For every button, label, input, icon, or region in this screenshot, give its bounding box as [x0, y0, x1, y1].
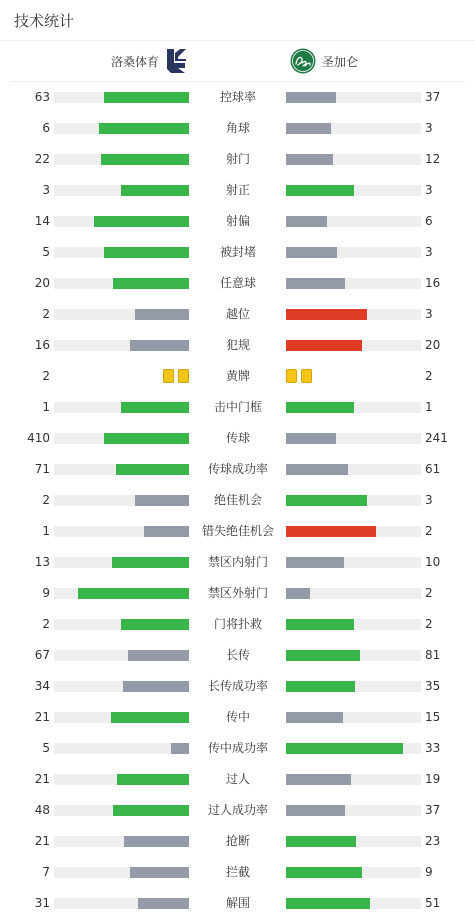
away-stat-value: 241 [425, 431, 448, 445]
stat-label: 角球 [225, 121, 250, 135]
stat-label: 长传 [225, 648, 250, 662]
home-stat-bar [135, 309, 189, 320]
team-header [10, 41, 465, 81]
stat-label: 禁区内射门 [207, 555, 268, 569]
stats-list [0, 82, 475, 919]
away-stat-value: 3 [425, 121, 433, 135]
away-stat-value: 2 [425, 586, 433, 600]
home-stat-value: 13 [34, 555, 50, 569]
away-stat-bar-track [286, 836, 421, 847]
stat-row [0, 299, 475, 330]
home-stat-bar-track [54, 247, 189, 258]
away-stat-value: 20 [425, 338, 441, 352]
home-stat-bar-track [54, 495, 189, 506]
home-stat-value: 1 [42, 524, 50, 538]
stat-label: 拦截 [225, 865, 250, 879]
home-stat-value: 3 [42, 183, 50, 197]
away-stat-bar-track [286, 309, 421, 320]
home-stat-bar-track [54, 278, 189, 289]
away-stat-bar [286, 650, 360, 661]
away-stat-value: 3 [425, 245, 433, 259]
away-stat-value: 19 [425, 772, 441, 786]
home-stat-value: 48 [34, 803, 50, 817]
stat-row [0, 640, 475, 671]
away-stat-bar [286, 588, 310, 599]
stat-row [0, 82, 475, 113]
away-team-name: 圣加仑 [322, 54, 359, 69]
stat-label: 抢断 [225, 834, 250, 848]
yellow-card-icon [301, 369, 312, 383]
home-stat-value: 2 [42, 617, 50, 631]
away-stat-bar [286, 123, 331, 134]
home-stat-bar-track [54, 836, 189, 847]
stat-row [0, 671, 475, 702]
home-stat-bar [128, 650, 189, 661]
stat-label: 过人成功率 [207, 803, 268, 817]
stat-label: 控球率 [219, 90, 256, 104]
away-stat-bar [286, 557, 344, 568]
away-stat-bar [286, 340, 362, 351]
home-stat-bar-track [54, 774, 189, 785]
home-stat-bar-track [54, 464, 189, 475]
away-stat-bar [286, 712, 343, 723]
stat-label: 任意球 [219, 276, 256, 290]
home-stat-bar-track [54, 92, 189, 103]
away-stat-value: 61 [425, 462, 441, 476]
home-stat-bar [135, 495, 189, 506]
home-stat-bar [138, 898, 189, 909]
away-stat-bar-track [286, 340, 421, 351]
stat-label: 犯规 [225, 338, 250, 352]
stat-label: 黄牌 [225, 369, 250, 383]
away-stat-value: 12 [425, 152, 441, 166]
stat-row [0, 175, 475, 206]
home-stat-value: 20 [34, 276, 50, 290]
home-stat-bar [124, 836, 189, 847]
away-stat-bar-track [286, 681, 421, 692]
home-stat-bar-track [54, 185, 189, 196]
home-stat-bar [78, 588, 189, 599]
away-stat-bar [286, 402, 354, 413]
away-stat-bar-track [286, 92, 421, 103]
home-stat-value: 63 [34, 90, 50, 104]
stat-label: 传中 [225, 710, 250, 724]
away-stat-value: 6 [425, 214, 433, 228]
away-stat-bar [286, 898, 370, 909]
home-stat-value: 6 [42, 121, 50, 135]
away-stat-bar [286, 774, 351, 785]
away-stat-bar [286, 526, 376, 537]
home-stat-bar-track [54, 743, 189, 754]
stat-label: 过人 [225, 772, 250, 786]
stat-row [0, 795, 475, 826]
home-stat-bar [101, 154, 189, 165]
home-stat-value: 34 [34, 679, 50, 693]
home-stat-value: 410 [27, 431, 50, 445]
away-stat-value: 51 [425, 896, 441, 910]
stat-row [0, 702, 475, 733]
away-stat-bar-track [286, 588, 421, 599]
away-stat-bar [286, 309, 367, 320]
stat-row [0, 516, 475, 547]
stat-label: 传中成功率 [207, 741, 268, 755]
away-stat-bar-track [286, 774, 421, 785]
away-stat-bar [286, 92, 336, 103]
stat-row [0, 330, 475, 361]
away-stat-bar-track [286, 216, 421, 227]
stat-label: 被封堵 [219, 245, 256, 259]
stat-row [0, 733, 475, 764]
stat-label: 越位 [225, 307, 250, 321]
away-stat-bar [286, 867, 362, 878]
away-stat-bar-track [286, 805, 421, 816]
stat-row [0, 113, 475, 144]
home-stat-value: 16 [34, 338, 50, 352]
home-team-name: 洛桑体育 [110, 54, 159, 69]
yellow-card-icon [286, 369, 297, 383]
away-stat-bar-track [286, 154, 421, 165]
away-stat-bar-track [286, 557, 421, 568]
home-stat-bar [121, 185, 189, 196]
away-stat-value: 10 [425, 555, 441, 569]
away-stat-bar [286, 619, 354, 630]
away-stat-value: 3 [425, 183, 433, 197]
home-stat-bar-track [54, 402, 189, 413]
stat-row [0, 206, 475, 237]
away-stat-value: 33 [425, 741, 441, 755]
away-stat-value: 3 [425, 307, 433, 321]
away-stat-value: 2 [425, 524, 433, 538]
home-stat-bar [121, 619, 189, 630]
home-stat-bar [94, 216, 189, 227]
stat-row [0, 888, 475, 919]
away-stat-bar-track [286, 123, 421, 134]
away-stat-value: 35 [425, 679, 441, 693]
away-stat-value: 37 [425, 803, 441, 817]
away-stat-bar-track [286, 402, 421, 413]
home-stat-value: 21 [34, 772, 50, 786]
home-team[interactable] [111, 41, 187, 81]
away-stat-bar-track [286, 185, 421, 196]
away-stat-value: 9 [425, 865, 433, 879]
stat-row [0, 485, 475, 516]
away-stat-bar-track [286, 650, 421, 661]
home-stat-bar [171, 743, 189, 754]
stat-label: 击中门框 [213, 400, 262, 414]
stat-label: 解围 [225, 896, 250, 910]
away-team-logo-icon [290, 48, 316, 74]
away-stat-bar-track [286, 433, 421, 444]
stat-label: 长传成功率 [207, 679, 268, 693]
home-stat-bar-track [54, 340, 189, 351]
stat-label: 门将扑救 [213, 617, 262, 631]
home-stat-value: 1 [42, 400, 50, 414]
home-stat-value: 21 [34, 834, 50, 848]
home-stat-bar [104, 247, 189, 258]
stat-row [0, 454, 475, 485]
home-stat-bar [144, 526, 189, 537]
stat-label: 禁区外射门 [207, 586, 268, 600]
home-stat-value: 21 [34, 710, 50, 724]
away-stat-value: 81 [425, 648, 441, 662]
home-stat-bar-track [54, 433, 189, 444]
home-stat-value: 31 [34, 896, 50, 910]
away-stat-value: 16 [425, 276, 441, 290]
yellow-card-icon [163, 369, 174, 383]
away-stat-value: 1 [425, 400, 433, 414]
home-stat-bar-track [54, 619, 189, 630]
home-stat-value: 7 [42, 865, 50, 879]
home-stat-bar-track [54, 557, 189, 568]
home-stat-bar-track [54, 526, 189, 537]
home-stat-value: 14 [34, 214, 50, 228]
home-stat-bar [104, 433, 189, 444]
away-stat-bar-track [286, 278, 421, 289]
away-stat-bar [286, 278, 345, 289]
away-stat-bar [286, 433, 336, 444]
stat-row [0, 361, 475, 392]
stat-row [0, 578, 475, 609]
away-stat-bar [286, 216, 327, 227]
home-stat-value: 9 [42, 586, 50, 600]
stat-label: 错失绝佳机会 [201, 524, 274, 538]
home-stat-bar [130, 340, 189, 351]
away-stat-bar-track [286, 526, 421, 537]
away-stat-bar [286, 464, 348, 475]
home-stat-value: 2 [42, 307, 50, 321]
home-stat-bar [121, 402, 189, 413]
away-stat-bar-track [286, 495, 421, 506]
away-team[interactable] [290, 41, 358, 81]
home-team-logo-icon [165, 48, 187, 74]
away-stat-bar [286, 154, 333, 165]
home-stat-bar-track [54, 898, 189, 909]
away-stat-bar [286, 805, 345, 816]
home-stat-bar-track [54, 309, 189, 320]
stat-row [0, 547, 475, 578]
away-stat-bar [286, 185, 354, 196]
away-stat-bar-track [286, 464, 421, 475]
stat-row [0, 392, 475, 423]
away-stat-bar-track [286, 898, 421, 909]
home-stat-bar [113, 278, 189, 289]
away-stat-bar-track [286, 743, 421, 754]
stat-row [0, 268, 475, 299]
home-stat-value: 71 [34, 462, 50, 476]
away-stat-bar [286, 836, 356, 847]
away-stat-value: 3 [425, 493, 433, 507]
home-stat-value: 5 [42, 741, 50, 755]
away-stat-bar-track [286, 619, 421, 630]
yellow-card-icon [178, 369, 189, 383]
home-stat-bar-track [54, 588, 189, 599]
home-stat-bar-track [54, 650, 189, 661]
home-stat-value: 2 [42, 493, 50, 507]
stat-label: 射门 [225, 152, 250, 166]
away-stat-bar-track [286, 712, 421, 723]
stat-row [0, 237, 475, 268]
home-stat-value: 5 [42, 245, 50, 259]
stat-row [0, 826, 475, 857]
away-stat-value: 2 [425, 617, 433, 631]
home-stat-value: 22 [34, 152, 50, 166]
stat-label: 射正 [225, 183, 250, 197]
home-stat-bar-track [54, 154, 189, 165]
away-stat-bar [286, 681, 355, 692]
away-stat-value: 23 [425, 834, 441, 848]
stat-row [0, 423, 475, 454]
home-stat-bar [113, 805, 189, 816]
home-stat-bar [111, 712, 189, 723]
stat-row [0, 144, 475, 175]
stat-row [0, 857, 475, 888]
home-stat-bar-track [54, 216, 189, 227]
home-stat-bar-track [54, 867, 189, 878]
away-stat-bar-track [286, 247, 421, 258]
home-stat-bar [104, 92, 189, 103]
away-stat-value: 2 [425, 369, 433, 383]
home-stat-bar [112, 557, 189, 568]
away-stat-bar [286, 495, 367, 506]
page-title: 技术统计 [14, 12, 75, 30]
home-stat-bar [123, 681, 189, 692]
home-stat-bar [117, 774, 189, 785]
away-stat-value: 37 [425, 90, 441, 104]
home-stat-bar-track [54, 123, 189, 134]
home-stat-value: 67 [34, 648, 50, 662]
home-stat-bar [116, 464, 189, 475]
stat-row [0, 764, 475, 795]
stat-label: 绝佳机会 [213, 493, 262, 507]
home-stat-bar [130, 867, 189, 878]
home-stat-bar-track [54, 681, 189, 692]
stat-label: 传球成功率 [207, 462, 268, 476]
home-stat-bar-track [54, 805, 189, 816]
stat-label: 传球 [225, 431, 250, 445]
away-cards [286, 369, 312, 383]
away-stat-bar [286, 743, 403, 754]
stat-row [0, 609, 475, 640]
home-stat-value: 2 [42, 369, 50, 383]
away-stat-value: 15 [425, 710, 441, 724]
home-stat-bar [99, 123, 189, 134]
home-cards [163, 369, 189, 383]
away-stat-bar [286, 247, 337, 258]
stat-label: 射偏 [225, 214, 250, 228]
away-stat-bar-track [286, 867, 421, 878]
home-stat-bar-track [54, 712, 189, 723]
